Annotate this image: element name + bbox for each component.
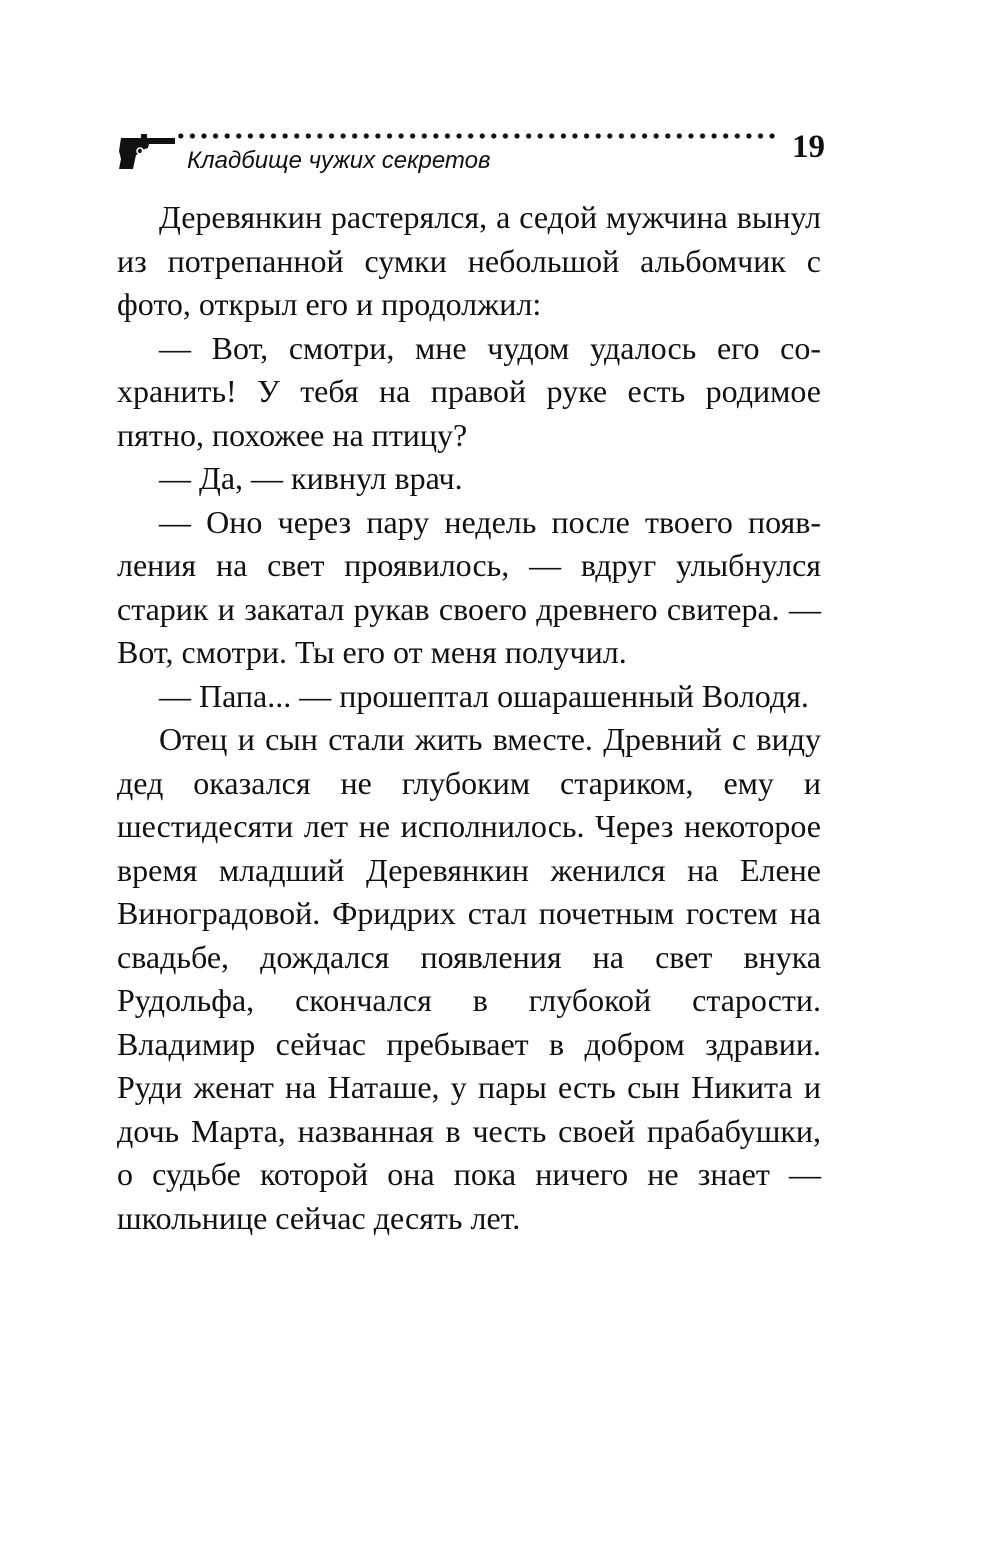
page-header: [115, 125, 825, 185]
paragraph: — Оно через пару недель после твоего появления на свет проявилось, — вдруг улыбнулся старик и закатал рукав своего древнего свитера. — Вот, смотри. Ты его от меня получил.: [117, 503, 821, 670]
page-number: 19: [792, 129, 825, 165]
header-dot-leader: [175, 133, 775, 139]
paragraph: Отец и сын стали жить вместе. Древний с виду дед оказался не глубоким стариком, ему и шестидесяти лет не исполнилось. Через некоторое время младший Деревянкин женился на Елене Виноградовой. Фридрих стал почетным гостем на свадьбе, дождался появления на свет внука Рудольфа, скончался в глубокой старости. Владимир сейчас пребывает в добром здравии. Руди женат на Наташе, у пары есть сын Никита и дочь Марта, названная в честь своей прабабушки, о судьбе которой она пока ничего не знает — школьнице сейчас десять лет.: [117, 721, 821, 1236]
paragraph: — Вот, смотри, мне чудом удалось его сохранить! У тебя на правой руке есть родимое пятно, похожее на птицу?: [117, 329, 821, 453]
body-text: [117, 196, 821, 1240]
revolver-icon: [115, 129, 177, 169]
paragraph: Деревянкин растерялся, а седой мужчина вынул из потрепанной сумки небольшой альбомчик с фото, открыл его и продолжил:: [117, 199, 821, 322]
paragraph: — Папа... — прошептал ошарашенный Володя.: [159, 677, 809, 714]
running-title: Кладбище чужих секретов: [187, 147, 491, 174]
paragraph: — Да, — кивнул врач.: [159, 460, 463, 496]
